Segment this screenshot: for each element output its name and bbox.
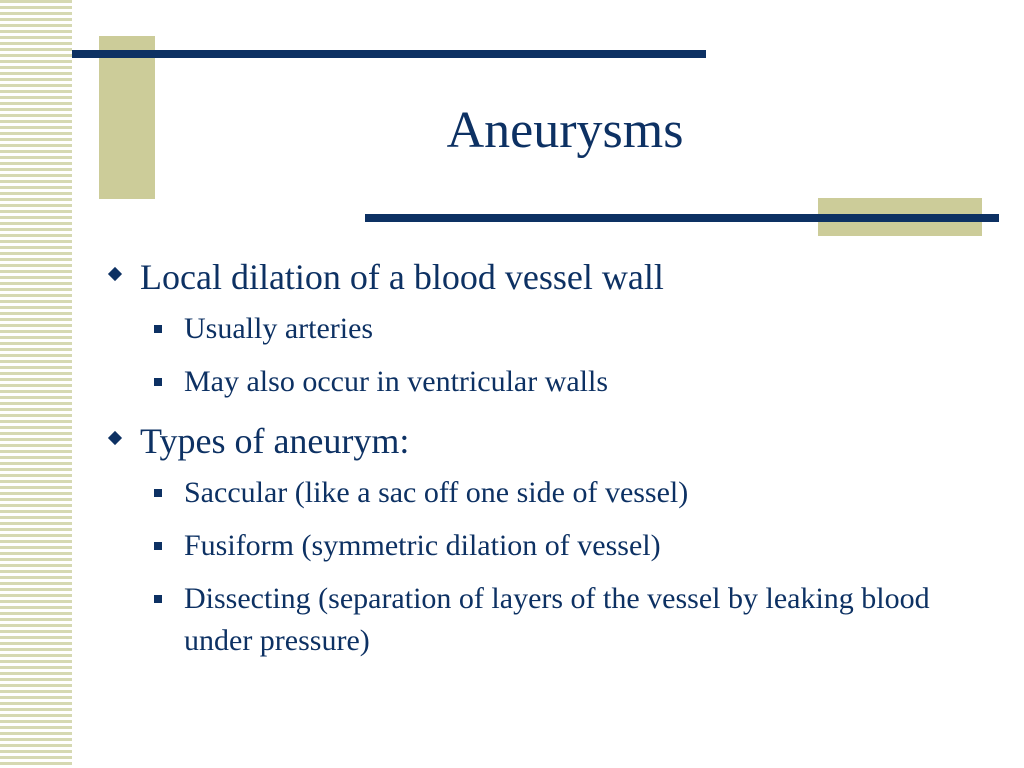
diamond-bullet-icon bbox=[108, 431, 122, 445]
diamond-bullet-icon bbox=[108, 267, 122, 281]
sub-bullet-item bbox=[104, 472, 984, 514]
bullet-item bbox=[104, 414, 984, 468]
sub-bullet-item bbox=[104, 361, 984, 403]
sub-bullet-item bbox=[104, 308, 984, 350]
sub-bullet-item bbox=[104, 525, 984, 567]
bullet-text: Local dilation of a blood vessel wall bbox=[140, 257, 664, 297]
bullet-text: Types of aneurym: bbox=[140, 421, 410, 461]
decorative-rule-bottom bbox=[365, 214, 999, 222]
square-bullet-icon bbox=[154, 325, 162, 333]
square-bullet-icon bbox=[154, 542, 162, 550]
sub-bullet-text: Usually arteries bbox=[184, 312, 374, 345]
sub-bullet-text: Dissecting (separation of layers of the vessel by leaking blood under pressure) bbox=[184, 582, 930, 657]
square-bullet-icon bbox=[154, 595, 162, 603]
decorative-side-stripes bbox=[0, 0, 72, 768]
square-bullet-icon bbox=[154, 378, 162, 386]
sub-bullet-text: Fusiform (symmetric dilation of vessel) bbox=[184, 529, 661, 562]
sub-bullet-text: Saccular (like a sac off one side of vessel) bbox=[184, 476, 689, 509]
slide-title: Aneurysms bbox=[446, 102, 684, 159]
sub-bullet-text: May also occur in ventricular walls bbox=[184, 365, 609, 398]
bullet-group bbox=[104, 250, 984, 403]
sub-bullet-item bbox=[104, 578, 984, 662]
slide-content bbox=[104, 250, 984, 673]
square-bullet-icon bbox=[154, 489, 162, 497]
decorative-accent-block-top bbox=[99, 36, 155, 199]
bullet-group bbox=[104, 414, 984, 662]
decorative-rule-top bbox=[72, 50, 706, 58]
bullet-item bbox=[104, 250, 984, 304]
